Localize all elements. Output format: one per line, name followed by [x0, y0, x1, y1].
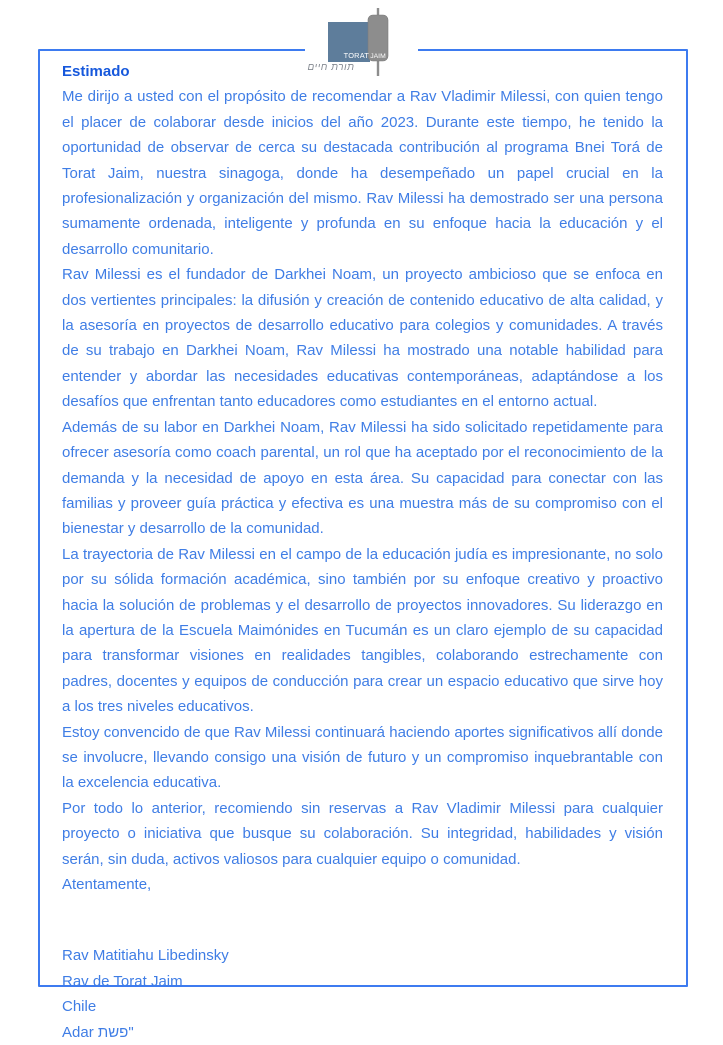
- letter-body: [62, 59, 663, 1045]
- paragraph-trayectoria: La trayectoria de Rav Milessi en el campo de la educación judía es impresionante, no solo por su sólida formación académica, sino también por su enfoque creativo y proactivo hacia la solución de problemas y el desarrollo de proyectos innovadores. Su liderazgo en la apertura de la Escuela Maimónides en Tucumán es un claro ejemplo de su capacidad para transformar visiones en realidades tangibles, colaborando estrechamente con padres, docentes y equipos de conducción para crear un espacio educativo que sirve hoy a los tres niveles educativos.: [62, 545, 663, 716]
- signature-location: Chile: [62, 998, 97, 1016]
- paragraph-conviccion: Estoy convencido de que Rav Milessi continuará haciendo aportes significativos allí donde se involucre, llevando consigo una visión de futuro y un compromiso inquebrantable con la excelencia educativa.: [62, 723, 663, 792]
- paragraph-darkhei-noam: Rav Milessi es el fundador de Darkhei Noam, un proyecto ambicioso que se enfoca en dos vertientes principales: la difusión y creación de contenido educativo de alta calidad, y la asesoría en proyectos de desarrollo educativo para colegios y comunidades. A través de su trabajo en Darkhei Noam, Rav Milessi ha mostrado una notable habilidad para entender y abordar las necesidades educativas contemporáneas, adaptándose a los desafíos que enfrentan tanto educadores como estudiantes en el entorno actual.: [62, 266, 663, 411]
- paragraph-introduction: Me dirijo a usted con el propósito de recomendar a Rav Vladimir Milessi, con quien tengo el placer de colaborar desde inicios del año 2023. Durante este tiempo, he tenido la oportunidad de observar de cerca su destacada contribución al programa Bnei Torá de Torat Jaim, nuestra sinagoga, donde ha desempeñado un papel crucial en la profesionalización y organización del mismo. Rav Milessi ha demostrado ser una persona sumamente ordenada, inteligente y profunda en su enfoque hacia la educación y el desarrollo comunitario.: [62, 88, 663, 258]
- signature-date: Adar תשפ": [62, 1023, 134, 1041]
- paragraph-recomendacion: Por todo lo anterior, recomiendo sin reservas a Rav Vladimir Milessi para cualquier proyecto o iniciativa que busque su colaboración. Su integridad, habilidades y visión serán, sin duda, activos valiosos para cualquier equipo o comunidad.: [62, 799, 663, 868]
- logo-torat-label: TORAT: [343, 51, 369, 60]
- logo-hebrew-caption: תורת חיים: [307, 62, 355, 73]
- closing: Atentamente,: [62, 876, 152, 893]
- paragraph-coach-parental: Además de su labor en Darkhei Noam, Rav Milessi ha sido solicitado repetidamente para ofrecer asesoría como coach parental, un rol que ha aceptado por el reconocimiento de la demanda y la necesidad de apoyo en esta área. Su capacidad para conectar con las familias y proveer guía práctica y efectiva es una muestra más de su compromiso con el bienestar y desarrollo de la comunidad.: [62, 418, 663, 538]
- signature-name: Rav Matitiahu Libedinsky: [62, 947, 229, 965]
- salutation: Estimado: [62, 63, 130, 80]
- signature-role: Rav de Torat Jaim: [62, 972, 183, 990]
- logo-jaim-label: JAIM: [369, 53, 386, 60]
- signature-block: [62, 943, 663, 1045]
- torat-jaim-logo: [305, 6, 418, 80]
